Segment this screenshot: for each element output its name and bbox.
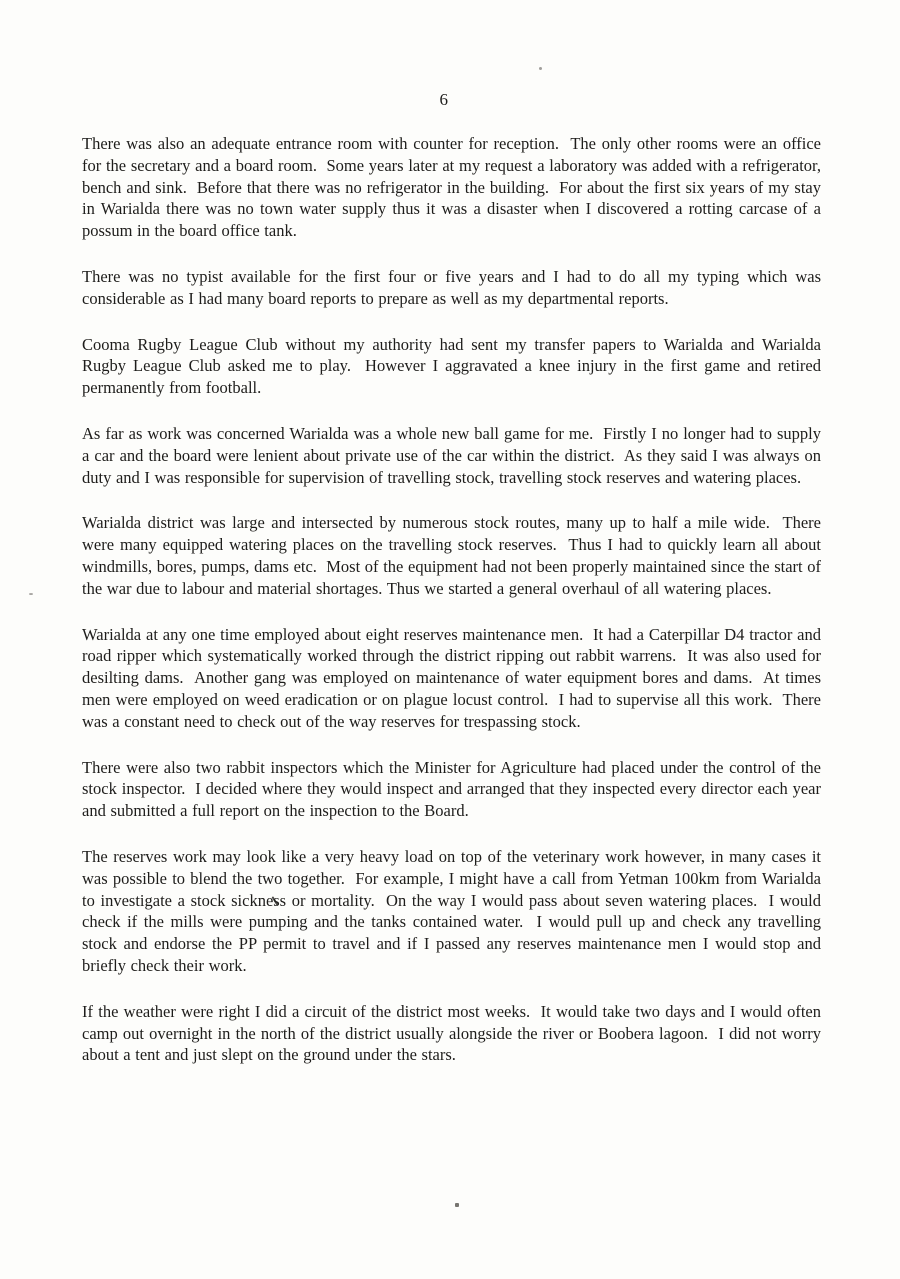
document-body bbox=[82, 133, 826, 1090]
paragraph-rabbit-inspectors: There were also two rabbit inspectors which the Minister for Agriculture had placed under the control of the stock inspector. I decided where they would inspect and arranged that they inspected every director each year and submitted a full report on the inspection to the Board. bbox=[82, 757, 826, 821]
paragraph-maintenance-men: Warialda at any one time employed about eight reserves maintenance men. It had a Caterpillar D4 tractor and road ripper which systematically worked through the district ripping out rabbit warrens. It was also used for desilting dams. Another gang was employed on maintenance of water equipment bores and dams. At times men were employed on weed eradication or on plague locust control. I had to supervise all this work. There was a constant need to check out of the way reserves for trespassing stock. bbox=[82, 624, 826, 731]
paragraph-entrance-room: There was also an adequate entrance room with counter for reception. The only other rooms were an office for the secretary and a board room. Some years later at my request a laboratory was added with a refrigerator, bench and sink. Before that there was no refrigerator in the building. For about the first six years of my stay in Warialda there was no town water supply thus it was a disaster when I discovered a rotting carcase of a possum in the board office tank. bbox=[82, 134, 826, 241]
scan-speck-bottom bbox=[455, 1203, 459, 1207]
paragraph-district-large: Warialda district was large and intersected by numerous stock routes, many up to half a mile wide. There were many equipped watering places on the travelling stock reserves. Thus I had to quickly learn all about windmills, bores, pumps, dams etc. Most of the equipment had not been properly maintained since the start of the war due to labour and material shortages. Thus we started a general overhaul of all watering places. bbox=[82, 513, 826, 598]
paragraph-weather-circuit: If the weather were right I did a circuit of the district most weeks. It would take two days and I would often camp out overnight in the north of the district usually alongside the river or Boobera lagoon. I did not worry about a tent and just slept on the ground under the stars. bbox=[82, 1001, 826, 1065]
scan-speck-top bbox=[539, 67, 542, 70]
paragraph-rugby-league: Cooma Rugby League Club without my authority had sent my transfer papers to Warialda and Warialda Rugby League Club asked me to play. However I aggravated a knee injury in the first game and retired permanently from football. bbox=[82, 334, 826, 398]
scan-speck-left-margin bbox=[29, 593, 33, 595]
paragraph-reserves-work: The reserves work may look like a very heavy load on top of the veterinary work however, in many cases it was possible to blend the two together. For example, I might have a call from Yetman 100km from Warialda to investigate a stock sickness or mortality. On the way I would pass about seven watering places. I would check if the mills were pumping and the tanks contained water. I would pull up and check any travelling stock and endorse the PP permit to travel and if I passed any reserves maintenance men I would stop and briefly check their work. bbox=[82, 846, 826, 975]
page-number: 6 bbox=[439, 90, 449, 109]
paragraph-no-typist: There was no typist available for the first four or five years and I had to do all my typing which was considerable as I had many board reports to prepare as well as my departmental reports. bbox=[82, 266, 826, 308]
paragraph-work-concerned: As far as work was concerned Warialda was a whole new ball game for me. Firstly I no longer had to supply a car and the board were lenient about private use of the car within the district. As they said I was always on duty and I was responsible for supervision of travelling stock, travelling stock reserves and watering places. bbox=[82, 423, 826, 487]
